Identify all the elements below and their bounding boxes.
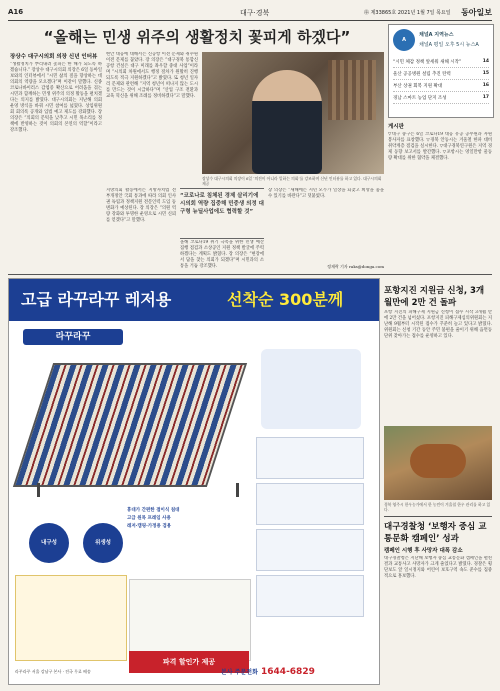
news-3-lead: 캠페인 시행 후 사망자 대폭 감소 bbox=[384, 548, 463, 554]
circle-hygiene: 위생성 bbox=[83, 523, 123, 563]
channel-row[interactable]: 울산 공공병원 설립 추진 탄력 15 bbox=[393, 71, 489, 80]
ad-copy: 휴대가 간편한 접이식 침대 고급 원목 프레임 사용 레저·캠핑·가정용 겸용 bbox=[127, 507, 249, 573]
article-column-2: 현안 대응에 대해서는 신공항 이전 문제와 취수원 이전 문제를 꼽았다. 장 의장은 “대구경북 통합신공항 건설은 대구 미래를 좌우할 중대 사업”이라며 “시의회 차원에서도 행정 절차가 원활히 진행되도록 적극 지원하겠다”고 밝혔다. 또 청년 일자리 문제와 관련해 “지역 청년이 떠나지 않는 도시를 만드는 것이 시급하다”며 “산업 구조 전환과 교육 혁신을 위해 조례를 정비하겠다”고 말했다. bbox=[106, 52, 198, 99]
news-2-title: 포항지진 지원금 신청, 3개월만에 2만 건 돌파 bbox=[384, 286, 485, 308]
article-column-4: 올해 코로나19 위기 극복을 위한 민생 예산 집행 점검과 소상공인 지원 정책 발굴에 주력하겠다는 계획도 밝혔다. 장 의장은 “현장에서 답을 찾는 의회가 되겠다”며 시민과의 소통을 거듭 강조했다. bbox=[180, 240, 264, 269]
divider bbox=[384, 516, 492, 517]
ad-red-box: 파격 할인가 제공 bbox=[129, 651, 249, 673]
issue-date: ㉾ 제33865호 2021년 1월 7일 목요일 bbox=[364, 10, 451, 16]
ad-side-box bbox=[15, 575, 127, 661]
channel-row[interactable]: “시민 체감 정책 앞세워 새해 시작” 14 bbox=[393, 59, 489, 68]
ad-band: 고급 라꾸라꾸 레저용 선착순 300분께 bbox=[9, 279, 379, 321]
ad-table bbox=[129, 579, 251, 661]
section-name: 대구·경북 bbox=[240, 9, 270, 17]
brand-logo: 동아일보 bbox=[461, 8, 492, 17]
byline: 정재락 기자 raks@donga.com bbox=[327, 264, 384, 269]
interview-photo bbox=[202, 52, 384, 174]
channel-times: 채널A 평일 오후 5시 뉴스A bbox=[419, 42, 479, 48]
cow-photo bbox=[384, 426, 492, 500]
channel-row[interactable]: 부산 상권 회복 지원 확대 16 bbox=[393, 83, 489, 92]
ad-feature-boxes bbox=[256, 437, 364, 657]
news-3-title: 대구경찰청 ‘보행자 중심 교통문화 캠페인’ 성과 bbox=[384, 522, 487, 544]
channel-a-logo: A bbox=[393, 29, 415, 51]
bed-shape bbox=[13, 363, 247, 487]
page-number: A16 bbox=[8, 8, 24, 16]
divider bbox=[8, 274, 492, 275]
channel-box bbox=[388, 24, 494, 118]
pull-quote: “코로나로 침체된 경제 살리기에 시의회 역량 집중해 민중생 의정 대구형 뉴딜사업에도 협력할 것” bbox=[180, 188, 264, 239]
bookshelf-shape bbox=[328, 60, 376, 120]
article-column-1: “생활정치가 뿌리내려 꽃피는 한 해가 되도록 하겠습니다.” 장상수 대구시의회 의장은 6일 동아일보와의 인터뷰에서 “시민 삶의 질을 향상하는 데 의회의 역량을 모으겠다”며 이같이 말했다. 신종 코로나바이러스 감염증 확산으로 어려움을 겪는 시민과 함께하는 민생 위주의 의정 활동을 펼치겠다는 의지를 밝혔다. 대구시의회는 지난해 의회 운영 방식을 바꿔 시민 참여를 넓혔다. 상임위원회 회의록 공개와 입법 예고 제도를 강화했다. 장 의장은 “의회의 문턱을 낮추고 시민 목소리를 정책에 반영하는 것이 의회의 본연의 역할”이라고 강조했다. bbox=[10, 62, 102, 133]
side-title: 게시판 bbox=[388, 124, 404, 130]
ad-address: 라꾸라꾸 서울 강남구 본사 · 전국 무료 배송 bbox=[15, 669, 91, 674]
ad-block[interactable] bbox=[8, 278, 380, 685]
channel-title: 채널A 지역뉴스 bbox=[419, 32, 454, 38]
photo-caption: 장상수 대구시의회 의장이 6일 ‘의전이 아니라 일하는 의회’를 강조하며 신년 인터뷰를 하고 있다. 대구시의회 제공 bbox=[202, 176, 382, 186]
channel-row[interactable]: 경남 스마트 농업 단지 조성 17 bbox=[393, 95, 489, 104]
ad-photo-shape bbox=[261, 349, 361, 429]
person-shape bbox=[252, 70, 322, 174]
article-subtitle: 장상수 대구시의회 의장 신년 인터뷰 bbox=[10, 54, 98, 60]
cow-caption: 경북 영주시 한우농가에서 한 농민이 겨울철 한우 관리를 하고 있다. bbox=[384, 502, 491, 512]
circle-durability: 내구성 bbox=[29, 523, 69, 563]
news-2-text: 포항 지진의 피해구제 지원금 신청이 접수 시작 3개월 만에 2만 건을 넘어섰다. 포항지진 피해구제심의위원회는 지난해 9월부터 시작된 접수가 꾸준히 늘고 있다고 밝혔다. 위원회는 신청 기간 동안 주민 불편을 줄이기 위해 읍면동 단위 찾아가는 접수를 운영하고 있다. bbox=[384, 310, 492, 339]
ad-phone[interactable]: 본사 주문전화 1644-6829 bbox=[221, 667, 315, 677]
article-column-5: 장 의장은 “새해에는 시민 모두가 일상을 되찾고 희망을 품을 수 있기를 바란다”고 덧붙였다. bbox=[268, 188, 384, 199]
news-3-text: 대구경찰청은 지난해 보행자 중심 교통문화 캠페인을 펼친 결과 교통사고 사망자가 크게 줄었다고 밝혔다. 경찰은 횡단보도 앞 일시정지와 어린이 보호구역 속도 준수를 집중적으로 홍보했다. bbox=[384, 556, 492, 579]
page-header bbox=[8, 6, 492, 21]
cow-shape bbox=[410, 444, 466, 478]
main-headline: “올해는 민생 위주의 생활정치 꽃피게 하겠다” bbox=[43, 28, 351, 46]
bed-legs-shape bbox=[37, 483, 239, 497]
news-2 bbox=[384, 284, 492, 308]
ad-logo: 라꾸라꾸 bbox=[23, 329, 123, 345]
side-text: ▽대구 중구는 6일 코로나19 대응 유공 공무원과 자원봉사자를 표창했다. ▽경북 안동시는 겨울철 한파 대비 취약계층 점검을 실시한다. ▽대구경북연구원은 지역 경제 동향 보고서를 발간했다. ▽포항시는 영일만항 물동량 확대를 위한 협약을 체결했다. bbox=[388, 132, 492, 161]
article-column-3: 지방의회 활동에서는 지방자치법 전부개정안 국회 통과에 따라 의회 인사권 독립과 정책지원 전문인력 도입 등 변화가 예상된다. 장 의장은 “의원 역량 강화와 투명한 운영으로 시민 신뢰를 얻겠다”고 말했다. bbox=[106, 188, 176, 223]
news-3 bbox=[384, 520, 492, 544]
